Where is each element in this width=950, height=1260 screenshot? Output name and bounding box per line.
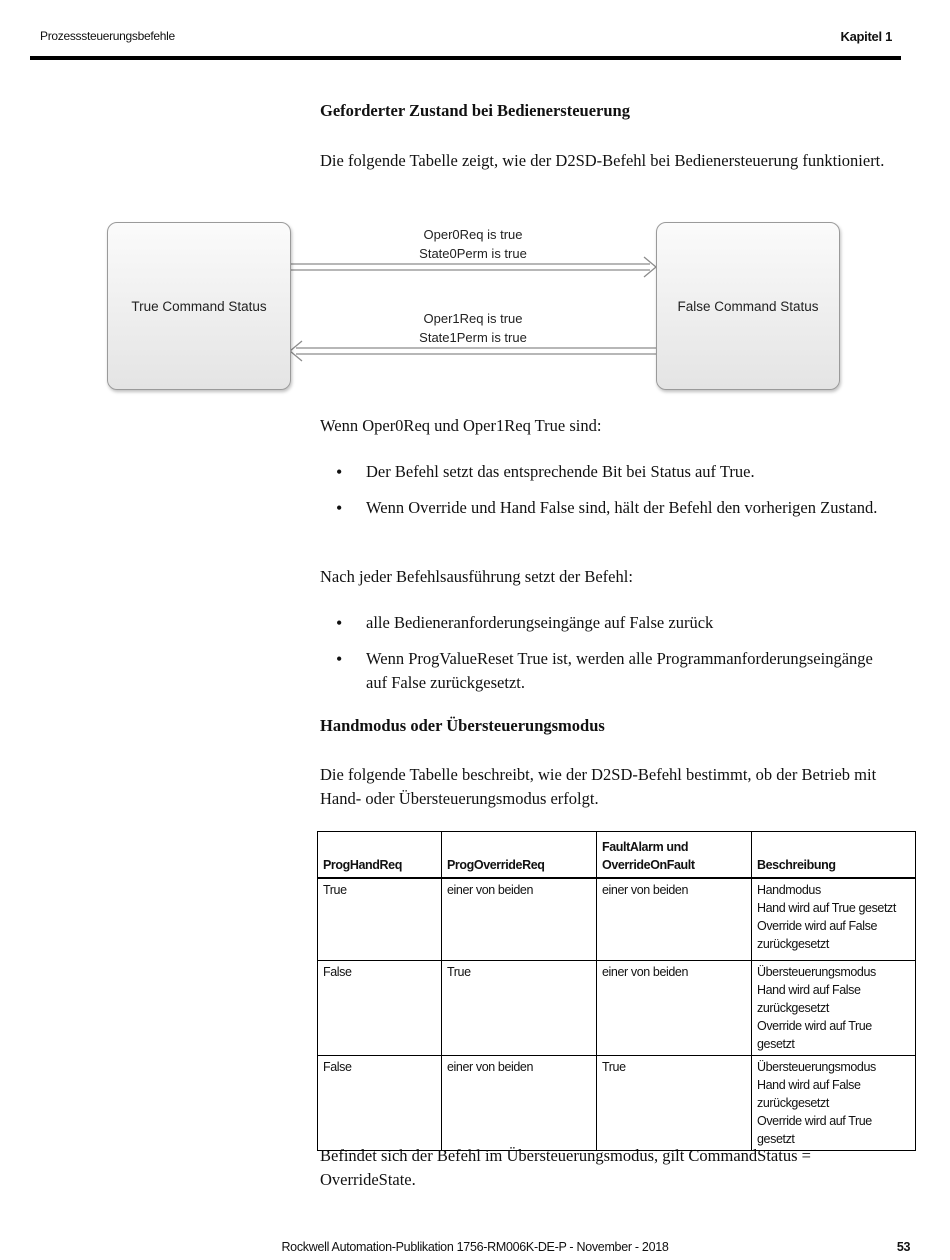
column-header: FaultAlarm und OverrideOnFault: [597, 832, 752, 879]
condition-paragraph: Wenn Oper0Req und Oper1Req True sind:: [320, 416, 602, 435]
bottom-arrow-condition-1: Oper1Req is true: [423, 311, 523, 326]
section-heading-hand-override: Handmodus oder Übersteuerungsmodus: [320, 716, 605, 735]
table-row: [318, 1056, 916, 1151]
bullet-list-status: [320, 460, 890, 532]
column-header: ProgHandReq: [318, 832, 442, 879]
table-cell: einer von beiden: [442, 878, 597, 961]
table-row: [318, 961, 916, 1056]
table-cell: True: [318, 878, 442, 961]
table-cell: einer von beiden: [597, 961, 752, 1056]
table-cell: True: [442, 961, 597, 1056]
top-arrow-label: [290, 225, 656, 263]
page-number: 53: [896, 1240, 910, 1254]
table-cell: einer von beiden: [597, 878, 752, 961]
table-cell: einer von beiden: [442, 1056, 597, 1151]
table-header-row: [318, 832, 916, 879]
column-header: ProgOverrideReq: [442, 832, 597, 879]
section-heading-operator-control: Geforderter Zustand bei Bedienersteuerung: [320, 101, 630, 120]
running-header-section: Prozesssteuerungsbefehle: [40, 29, 175, 43]
table-cell-description: Handmodus Hand wird auf True gesetzt Override wird auf False zurückgesetzt: [752, 878, 916, 961]
state-box-true-command-status: [107, 222, 291, 390]
top-arrow-condition-2: State0Perm is true: [419, 246, 527, 261]
table-row: [318, 878, 916, 961]
bottom-arrow-condition-2: State1Perm is true: [419, 330, 527, 345]
section1-intro-paragraph: Die folgende Tabelle zeigt, wie der D2SD-Befehl bei Bedienersteuerung funktioniert.: [320, 151, 885, 170]
after-execution-paragraph: Nach jeder Befehlsausführung setzt der Befehl:: [320, 567, 633, 586]
running-header-chapter: Kapitel 1: [840, 29, 892, 44]
closing-paragraph: Befindet sich der Befehl im Übersteuerungsmodus, gilt CommandStatus = OverrideState.: [320, 1146, 811, 1189]
list-item: • alle Bedieneranforderungseingänge auf False zurück: [320, 611, 890, 635]
list-item: • Wenn ProgValueReset True ist, werden alle Programmanforderungseingänge auf False zurückgesetzt.: [320, 647, 890, 695]
table-cell-description: Übersteuerungsmodus Hand wird auf False zurückgesetzt Override wird auf True gesetzt: [752, 961, 916, 1056]
top-arrow-condition-1: Oper0Req is true: [423, 227, 523, 242]
bullet-list-reset: [320, 611, 890, 707]
list-item: • Wenn Override und Hand False sind, hält der Befehl den vorherigen Zustand.: [320, 496, 890, 520]
state-transition-diagram: [100, 212, 850, 402]
table-cell: True: [597, 1056, 752, 1151]
state-box-false-command-status: [656, 222, 840, 390]
table-cell: False: [318, 1056, 442, 1151]
header-rule: [30, 56, 901, 60]
section2-intro-paragraph: Die folgende Tabelle beschreibt, wie der D2SD-Befehl bestimmt, ob der Betrieb mit Hand- oder Übersteuerungsmodus erfolgt.: [320, 765, 877, 808]
footer-publication: Rockwell Automation-Publikation 1756-RM006K-DE-P - November - 2018: [281, 1240, 669, 1254]
state-label-false: False Command Status: [677, 298, 819, 314]
list-item: • Der Befehl setzt das entsprechende Bit bei Status auf True.: [320, 460, 890, 484]
mode-table: [317, 831, 916, 1151]
column-header: Beschreibung: [752, 832, 916, 879]
state-label-true: True Command Status: [131, 298, 267, 314]
table-cell: False: [318, 961, 442, 1056]
table-cell-description: Übersteuerungsmodus Hand wird auf False zurückgesetzt Override wird auf True gesetzt: [752, 1056, 916, 1151]
bottom-arrow-label: [290, 309, 656, 347]
